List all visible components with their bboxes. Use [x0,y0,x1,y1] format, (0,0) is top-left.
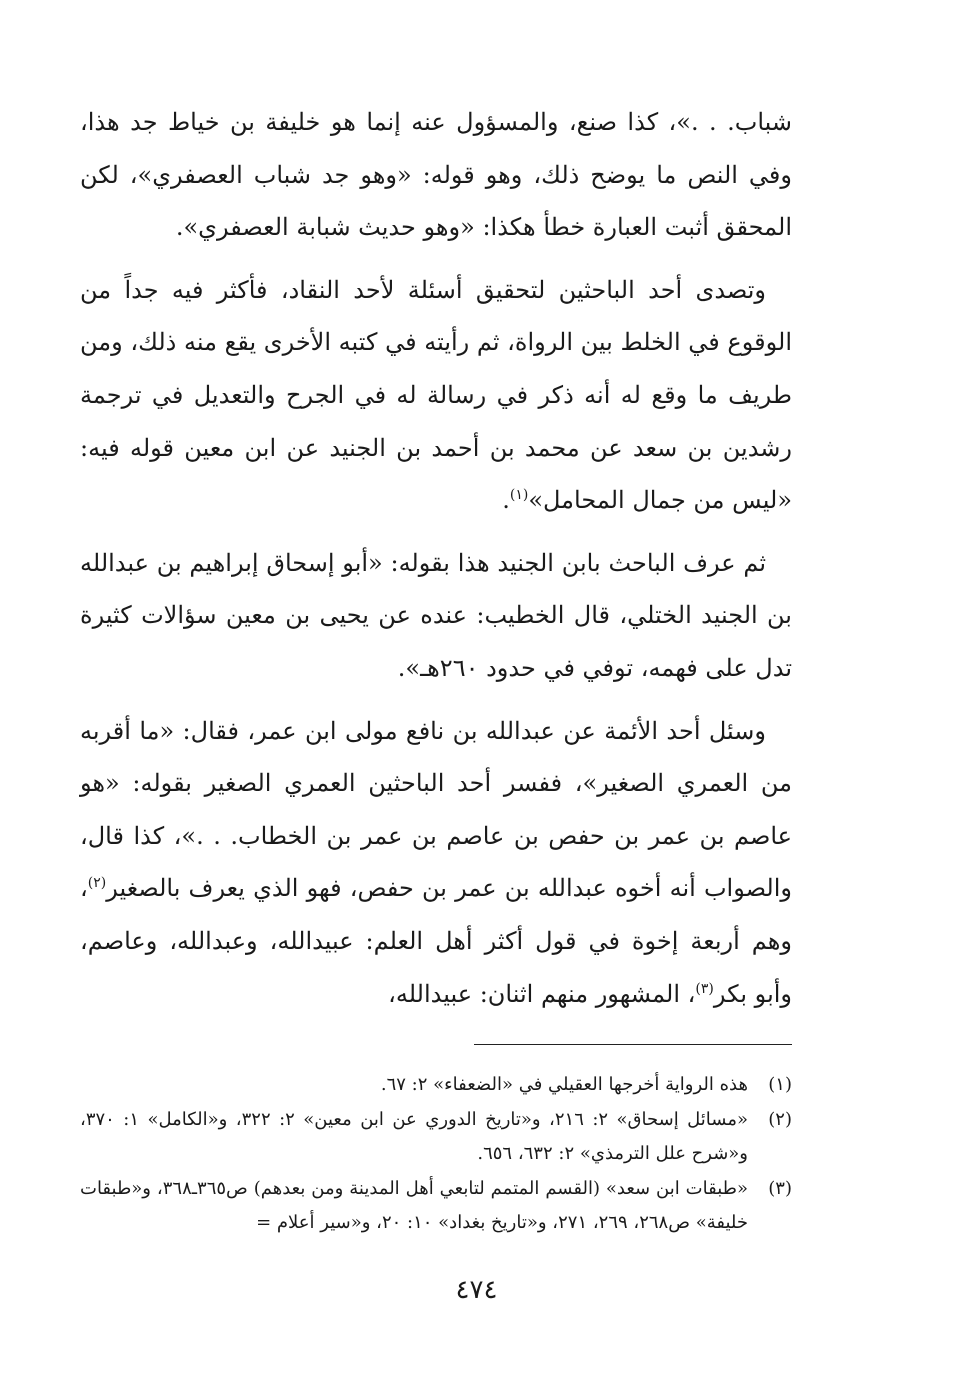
paragraph-text: ثم عرف الباحث بابن الجنيد هذا بقوله: «أبو إسحاق إبراهيم بن عبدالله بن الجنيد الختلي، قال الخطيب: عنده عن يحيى بن معين سؤالات كثيرة تدل على فهمه، توفي في حدود ٢٦٠هـ». [80,548,792,682]
footnote-ref[interactable]: (٢) [87,875,107,892]
footnote-text: «طبقات ابن سعد» (القسم المتمم لتابعي أهل المدينة ومن بعدهم) ص٣٦٥ـ٣٦٨، و«طبقات خليفة» ص٢٦٨، ٢٦٩، ٢٧١، و«تاريخ بغداد» ١٠: ٢٠، و«سير أعلام = [80,1177,748,1233]
footnote-ref[interactable]: (١) [509,487,529,504]
footnote-ref[interactable]: (٣) [695,980,714,997]
page-number: ٤٧٤ [455,1275,498,1305]
footnote-divider [474,1044,792,1045]
paragraph-text: ، وهم أربعة إخوة في قول أكثر أهل العلم: عبيدالله، وعبدالله، وعاصم، وأبو بكر [80,874,792,1008]
footnote-text: «مسائل إسحاق» ٢: ٢١٦، و«تاريخ الدوري عن ابن معين» ٢: ٣٢٢، و«الكامل» ١: ٣٧٠، و«شرح علل الترمذي» ٢: ٦٣٢، ٦٥٦. [80,1108,748,1164]
paragraph-1 [80,96,792,254]
paragraph-text: ، المشهور منهم اثنان: عبيدالله، [388,979,696,1008]
footnote-number: (٣) [768,1177,792,1199]
footnote-number: (١) [768,1074,792,1095]
footnote-3 [80,1172,792,1241]
main-text [80,96,792,1030]
paragraph-3 [80,537,792,695]
paragraph-text: شباب. . .»، كذا صنع، والمسؤول عنه إنما هو خليفة بن خياط جد هذا، وفي النص ما يوضح ذلك، وهو قوله: «وهو جد شباب العصفري»، لكن المحقق أثبت العبارة خطأ هكذا: «وهو حديث شبابة العصفري». [80,108,792,242]
paragraph-text: وسئل أحد الأئمة عن عبدالله بن نافع مولى ابن عمر، فقال: «ما أقربه من العمري الصغير»، ففسر أحد الباحثين العمري الصغير بقوله: «هو عاصم بن عمر بن حفص بن عاصم بن عمر بن الخطاب. . .»، كذا قال، والصواب أنه أخوه عبدالله بن عمر بن حفص، فهو الذي يعرف بالصغير [80,716,792,903]
paragraph-tail: . [502,486,510,515]
footnotes [80,1068,792,1241]
footnote-1 [80,1068,792,1103]
footnote-2 [80,1103,792,1172]
footnote-number: (٢) [768,1108,792,1130]
footnote-text: هذه الرواية أخرجها العقيلي في «الضعفاء» ٢: ٦٧. [380,1074,748,1095]
paragraph-2 [80,264,792,527]
paragraph-4 [80,705,792,1021]
paragraph-text: وتصدى أحد الباحثين لتحقيق أسئلة لأحد النقاد، فأكثر فيه جداً من الوقوع في الخلط بين الرواة، ثم رأيته في كتبه الأخرى يقع منه ذلك، ومن طريف ما وقع له أنه ذكر في رسالة له في الجرح والتعديل في ترجمة رشدين بن سعد عن محمد بن أحمد بن الجنيد عن ابن معين قوله فيه: «ليس من جمال المحامل» [80,275,792,515]
